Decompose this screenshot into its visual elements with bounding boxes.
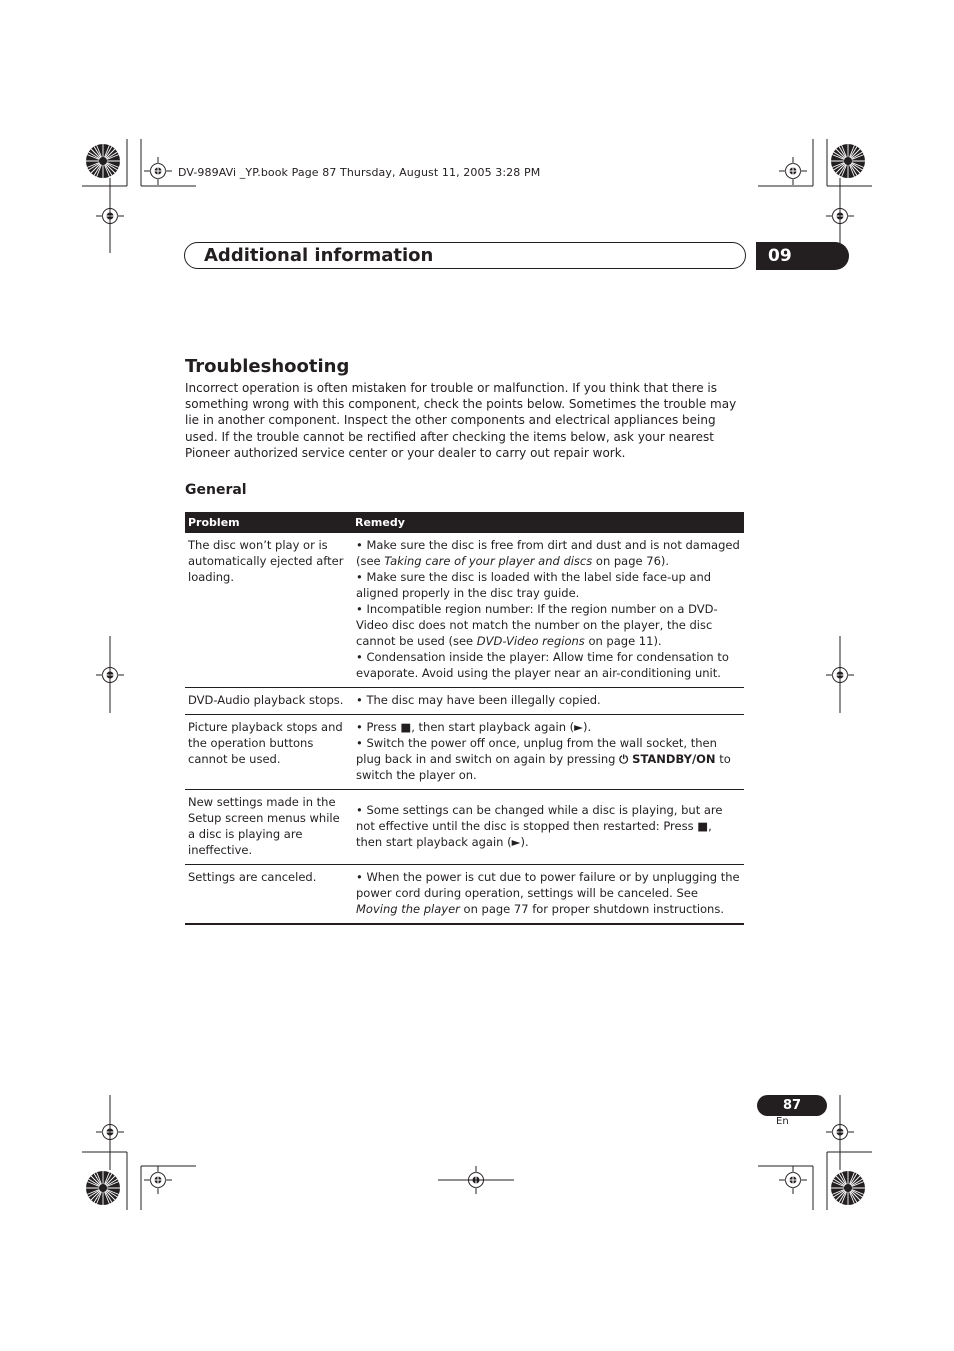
remedy-item: • When the power is cut due to power failure or by unplugging the power cord during operation, settings will be canceled. See Moving the player on page 77 for proper shutdown instructions.: [356, 870, 740, 916]
registration-mark-top-b: [779, 157, 807, 185]
table-row: [185, 715, 744, 790]
remedy-item: • Make sure the disc is loaded with the label side face-up and aligned properly in the disc tray guide.: [356, 570, 712, 600]
table-row: [185, 865, 744, 925]
remedy-cell: [352, 865, 744, 925]
page-number-badge: 87: [757, 1095, 827, 1116]
star-target-bottom-left-mark: [86, 1171, 120, 1205]
troubleshooting-table: [185, 512, 744, 925]
table-header-row: [185, 512, 744, 533]
troubleshooting-heading: Troubleshooting: [185, 356, 350, 377]
problem-cell: New settings made in the Setup screen menus while a disc is playing are ineffective.: [185, 790, 352, 865]
remedy-item: • Some settings can be changed while a disc is playing, but are not effective until the disc is stopped then restarted: Press ■, then start playback again (►).: [356, 803, 723, 849]
remedy-item: • Make sure the disc is free from dirt and dust and is not damaged (see Taking care of your player and discs on page 76).: [356, 538, 740, 568]
remedy-item: • Condensation inside the player: Allow time for condensation to evaporate. Avoid using the player near an air-conditioning unit.: [356, 650, 729, 680]
chapter-number-badge: 09: [756, 242, 849, 270]
problem-cell: The disc won’t play or is automatically ejected after loading.: [185, 533, 352, 688]
star-target-bottom-right-mark: [831, 1171, 865, 1205]
table-row: [185, 533, 744, 688]
registration-mark-bottom-b: [779, 1166, 807, 1194]
problem-cell: DVD-Audio playback stops.: [185, 688, 352, 715]
star-target-top-right-mark: [831, 144, 865, 178]
troubleshooting-intro: Incorrect operation is often mistaken for trouble or malfunction. If you think that there is something wrong with this component, check the points below. Sometimes the trouble may lie in another component. Inspect the other components and electrical appliances being used. If the trouble cannot be rectified after checking the items below, ask your nearest Pioneer authorized service center or your dealer to carry out repair work.: [185, 381, 737, 460]
print-header: DV-989AVi _YP.book Page 87 Thursday, August 11, 2005 3:28 PM: [178, 166, 541, 179]
remedy-cell: [352, 790, 744, 865]
registration-mark-top-a: [144, 157, 172, 185]
remedy-cell: [352, 688, 744, 715]
remedy-item: • Switch the power off once, unplug from the wall socket, then plug back in and switch on again by pressing ⏻ STANDBY/ON to switch the player on.: [356, 736, 731, 782]
remedy-item: • Incompatible region number: If the region number on a DVD-Video disc does not match the number on the player, the disc cannot be used (see DVD-Video regions on page 11).: [356, 602, 718, 648]
standby-on-button-label: ⏻ STANDBY/ON: [619, 752, 716, 766]
language-code: En: [776, 1116, 789, 1127]
problem-cell: Picture playback stops and the operation buttons cannot be used.: [185, 715, 352, 790]
registration-mark-bottom-a: [144, 1166, 172, 1194]
table-row: [185, 688, 744, 715]
remedy-item: • Press ■, then start playback again (►).: [356, 720, 592, 734]
section-title: Additional information: [204, 245, 434, 266]
remedy-item: • The disc may have been illegally copied.: [356, 693, 601, 707]
problem-column-header: Problem: [185, 512, 352, 533]
remedy-cell: [352, 533, 744, 688]
star-target-top-left-mark: [86, 144, 120, 178]
remedy-cell: [352, 715, 744, 790]
problem-cell: Settings are canceled.: [185, 865, 352, 925]
general-heading: General: [185, 482, 247, 498]
remedy-column-header: Remedy: [352, 512, 744, 533]
table-row: [185, 790, 744, 865]
